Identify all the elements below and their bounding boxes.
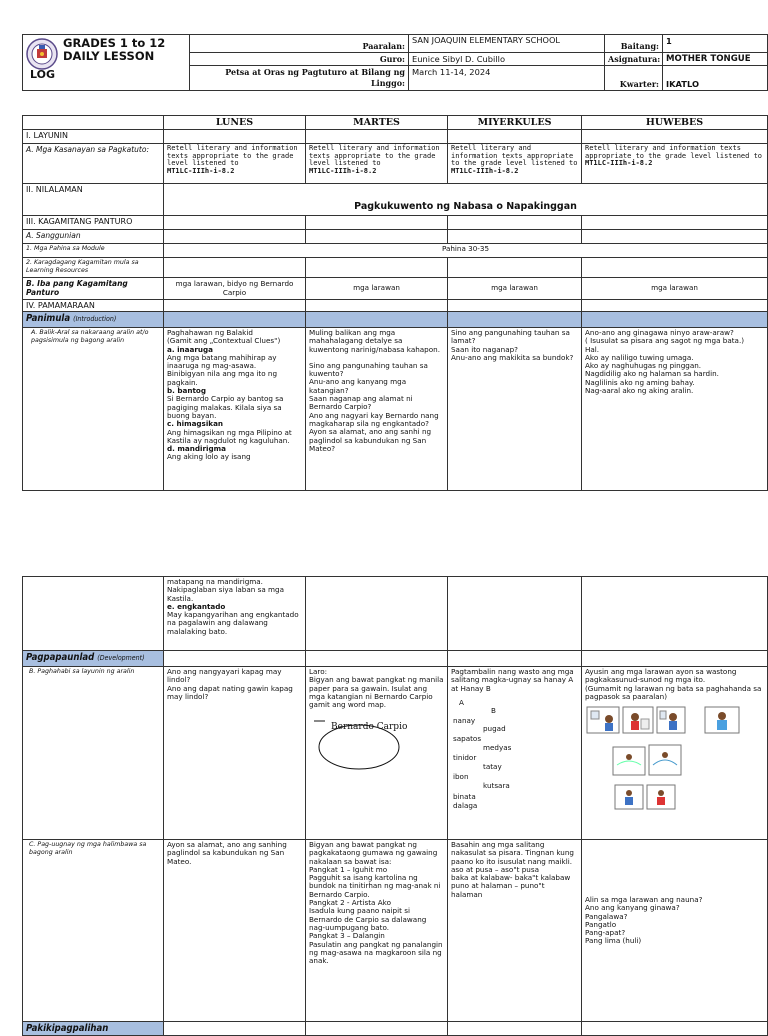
iba-label: B. Iba pang Kagamitang Panturo xyxy=(23,278,164,300)
empty-cell xyxy=(23,577,164,651)
paghahabi-lunes xyxy=(164,667,306,840)
empty-cell xyxy=(306,258,448,278)
lesson-table-page2 xyxy=(22,576,768,1036)
panimula-title: Panimula xyxy=(26,313,71,324)
hanay-columns xyxy=(451,693,578,813)
title-line-2: DAILY LESSON xyxy=(63,49,155,63)
hanay-a-item: tinidor xyxy=(453,752,477,762)
balik-lunes xyxy=(164,328,306,491)
empty-cell xyxy=(164,258,306,278)
baitang-value: 1 xyxy=(663,35,768,53)
text-line: Ayusin ang mga larawan ayon sa wastong pagkakasunud-sunod ng mga ito. xyxy=(585,667,737,685)
kagamitan-label: III. KAGAMITANG PANTURO xyxy=(23,216,164,230)
baitang-label: Baitang: xyxy=(605,35,663,53)
text-line: Pang lima (huli) xyxy=(585,936,642,946)
header-logo-cell xyxy=(23,35,190,91)
nilalaman-value xyxy=(164,184,768,216)
text-line: Pasulatin ang pangkat ng panalangin ng mag-asawa na magkaroon sila ng anak. xyxy=(309,939,443,966)
empty-cell xyxy=(306,300,448,312)
kasanayan-text: Retell literary and information texts appropriate to the grade level listened to xyxy=(451,144,578,167)
paghahabi-huwebes xyxy=(582,667,768,840)
text-line: Alin sa mga larawan ang nauna? xyxy=(585,895,703,904)
text-line: Ang himagsikan ng mga Pilipino at Kastila ay nagdulot ng kaguluhan. xyxy=(167,427,292,445)
text-line: Saan naganap ang alamat ni Bernardo Carpio? xyxy=(309,394,413,412)
empty-cell xyxy=(164,651,306,667)
iba-huwebes: mga larawan xyxy=(582,278,768,300)
text-line: Pangalawa? xyxy=(585,911,628,921)
kasanayan-text: Retell literary and information texts appropriate to the grade level listened to xyxy=(585,144,763,160)
hanay-a-item: ibon xyxy=(453,771,469,781)
text-line: May kapangyarihan ang engkantado na pagalawin ang dalawang malalaking bato. xyxy=(167,610,299,636)
text-line: aso at pusa – aso"t pusa xyxy=(451,864,539,874)
text-line: Ang mga batang mahihirap ay inaaruga ng mag-asawa. xyxy=(167,352,277,371)
text-line: Ano-ano ang ginagawa ninyo araw-araw? xyxy=(585,328,734,337)
vocab-word: b. bantog xyxy=(167,386,207,396)
paguugnay-lunes: Ayon sa alamat, ano ang sanhing paglindol sa kabundukan ng San Mateo. xyxy=(164,840,306,1022)
kasanayan-lunes xyxy=(164,144,306,184)
hanay-a-item: nanay xyxy=(453,715,476,725)
kwarter-value: IKATLO xyxy=(663,66,768,91)
kasanayan-huwebes xyxy=(582,144,768,184)
day-huwebes: HUWEBES xyxy=(582,116,768,130)
text-line: Ano ang dapat nating gawin kapag may lindol? xyxy=(167,683,293,701)
iba-martes: mga larawan xyxy=(306,278,448,300)
iba-miyerkules: mga larawan xyxy=(448,278,582,300)
text-line: Pagtambalin nang wasto ang mga salitang magka-ugnay sa hanay A at Hanay B xyxy=(451,667,574,693)
text-line: Pangkat 2 - Artista Ako xyxy=(309,898,391,908)
kasanayan-text: Retell literary and information texts appropriate to the grade level listened to xyxy=(167,144,298,167)
word-map-label: Bernardo Carpio xyxy=(331,722,408,733)
text-line: Paghahawan ng Balakid xyxy=(167,328,253,337)
text-line: Ano ang kanyang ginawa? xyxy=(585,903,680,913)
paguugnay-huwebes xyxy=(582,840,768,1022)
text-line: Laro: xyxy=(309,667,328,676)
day-lunes: LUNES xyxy=(164,116,306,130)
empty-cell xyxy=(582,230,768,244)
empty-cell xyxy=(164,230,306,244)
text-line: Basahin ang mga salitang nakasulat sa pisara. Tingnan kung paano ko ito isusulat nang maikli. xyxy=(451,840,574,866)
empty-cell xyxy=(582,651,768,667)
petsa-value: March 11-14, 2024 xyxy=(409,66,605,91)
balik-label: A. Balik-Aral sa nakaraang aralin at/o pagsisimula ng bagong aralin xyxy=(23,328,164,491)
text-line: Binibigyan nila ang mga ito ng pagkain. xyxy=(167,369,278,387)
word-map xyxy=(309,715,444,785)
blue-cell xyxy=(582,312,768,328)
text-line: Pagguhit sa isang kartolina ng bundok na tinitirhan ng mag-anak ni Bernardo Carpio. xyxy=(309,873,441,899)
balik-huwebes xyxy=(582,328,768,491)
day-miyerkules: MIYERKULES xyxy=(448,116,582,130)
empty-cell xyxy=(448,258,582,278)
panimula-en: (Introduction) xyxy=(73,315,117,323)
title-line-3: LOG xyxy=(30,68,55,81)
corner-cell xyxy=(23,116,164,130)
vocab-word: a. inaaruga xyxy=(167,344,214,354)
hanay-b-item: medyas xyxy=(483,742,512,752)
text-line: Pang-apat? xyxy=(585,928,626,938)
text-line: Muling balikan ang mga mahahalagang detalye sa kuwentong narinig/nabasa kahapon. xyxy=(309,328,440,354)
kasanayan-code: MT1LC-IIIh-i-8.2 xyxy=(451,166,519,175)
sanggunian-label: A. Sanggunian xyxy=(23,230,164,244)
text-line: Ayon sa alamat, ano ang sanhi ng paglindol sa kabundukan ng San Mateo? xyxy=(309,427,432,453)
text-line: (Gamit ang „Contextual Clues") xyxy=(167,336,281,346)
hanay-b-item: kutsara xyxy=(483,780,510,790)
kasanayan-martes xyxy=(306,144,448,184)
blue-cell xyxy=(164,312,306,328)
layunin-label: I. LAYUNIN xyxy=(23,130,164,144)
kasanayan-label: A. Mga Kasanayan sa Pagkatuto: xyxy=(23,144,164,184)
kasanayan-code: MT1LC-IIIh-i-8.2 xyxy=(585,159,653,167)
vocab-word: d. mandirigma xyxy=(167,444,226,454)
paguugnay-label: C. Pag-uugnay ng mga halimbawa sa bagong aralin xyxy=(23,840,164,1022)
balik-miyerkules xyxy=(448,328,582,491)
empty-cell xyxy=(306,651,448,667)
empty-cell xyxy=(582,130,768,144)
empty-cell xyxy=(448,130,582,144)
empty-cell xyxy=(448,300,582,312)
text-line: Saan ito naganap? xyxy=(451,344,518,354)
vocab-word: c. himagsikan xyxy=(167,419,224,429)
text-line: Isadula kung paano naipit si Bernardo de Carpio sa dalawang nag-uumpugang bato. xyxy=(309,906,427,932)
text-line: Sino ang pangunahing tauhan sa kuwento? xyxy=(309,360,428,379)
text-line: baka at kalabaw- baka"t kalabaw xyxy=(451,873,571,883)
empty-cell xyxy=(448,230,582,244)
pahina-value: Pahina 30-35 xyxy=(164,244,768,258)
page-1 xyxy=(22,34,768,91)
empty-cell xyxy=(582,300,768,312)
header-table xyxy=(22,34,768,91)
continued-lunes xyxy=(164,577,306,651)
text-line: Sino ang pangunahing tauhan sa lamat? xyxy=(451,328,570,346)
guro-value: Eunice Sibyl D. Cubillo xyxy=(409,53,605,66)
pakikipagpalihan-header: Pakikipagpalihan xyxy=(23,1022,164,1036)
text-line: Ano ang nangyayari kapag may lindol? xyxy=(167,667,282,685)
text-line: ( Isusulat sa pisara ang sagot ng mga bata.) xyxy=(585,336,745,346)
empty-cell xyxy=(306,577,448,651)
hanay-b-item: tatay xyxy=(483,761,502,771)
hanay-b-item: dalaga xyxy=(453,800,478,810)
empty-cell xyxy=(164,300,306,312)
empty-cell xyxy=(582,577,768,651)
paghahabi-miyerkules xyxy=(448,667,582,840)
text-line: Pangkat 1 – Iguhit mo xyxy=(309,864,388,874)
text-line: Si Bernardo Carpio ay bantog sa pagiging malakas. Kilala siya sa buong bayan. xyxy=(167,394,284,420)
empty-cell xyxy=(306,130,448,144)
text-line: matapang na mandirigma. xyxy=(167,577,263,586)
text-line: Nakipaglaban siya laban sa mga Kastila. xyxy=(167,585,284,603)
pahina-label: 1. Mga Pahina sa Module xyxy=(23,244,164,258)
blue-cell xyxy=(448,312,582,328)
paghahabi-label: B. Paghahabi sa layunin ng aralin xyxy=(23,667,164,840)
hanay-a-item: binata xyxy=(453,791,476,801)
text-line: (Gumamit ng larawan ng bata sa paghahanda sa pagpasok sa paaralan) xyxy=(585,683,762,701)
text-line: Bigyan ang bawat pangkat ng pagkakataong gumawa ng gawaing nakalaan sa bawat isa: xyxy=(309,840,438,866)
child-preparing-school-icon xyxy=(585,705,765,815)
paguugnay-miyerkules xyxy=(448,840,582,1022)
kasanayan-miyerkules xyxy=(448,144,582,184)
empty-cell xyxy=(582,216,768,230)
kasanayan-text: Retell literary and information texts appropriate to the grade level listened to xyxy=(309,144,440,167)
empty-cell xyxy=(306,216,448,230)
hanay-b-head: B xyxy=(491,705,496,715)
kasanayan-code: MT1LC-IIIh-i-8.2 xyxy=(309,166,377,175)
empty-cell xyxy=(306,230,448,244)
text-line: Bigyan ang bawat pangkat ng manila paper para sa gawain. Isulat ang mga katangian ni Bernardo Carpio gamit ang word map. xyxy=(309,675,444,710)
pagpapaunlad-title: Pagpapaunlad xyxy=(26,652,95,663)
empty-cell xyxy=(582,258,768,278)
day-martes: MARTES xyxy=(306,116,448,130)
balik-martes xyxy=(306,328,448,491)
blue-cell xyxy=(306,312,448,328)
pamamaraan-label: IV. PAMAMARAAN xyxy=(23,300,164,312)
nilalaman-text: Pagkukuwento ng Nabasa o Napakinggan xyxy=(354,201,577,212)
text-line: Hal. xyxy=(585,344,600,354)
text-line: Naglilinis ako ng aming bahay. xyxy=(585,377,695,387)
paaralan-label: Paaralan: xyxy=(190,35,409,53)
karagdagang-label: 2. Karagdagang Kagamitan mula sa Learning Resources xyxy=(23,258,164,278)
guro-label: Guro: xyxy=(190,53,409,66)
text-line: Ako ay naghuhugas ng pinggan. xyxy=(585,361,702,371)
pagpapaunlad-en: (Development) xyxy=(97,654,145,662)
kwarter-label: Kwarter: xyxy=(605,66,663,91)
nilalaman-label: II. NILALAMAN xyxy=(23,184,164,216)
empty-cell xyxy=(448,577,582,651)
asignatura-value: MOTHER TONGUE xyxy=(663,53,768,66)
text-line: Pangatlo xyxy=(585,919,617,929)
kasanayan-code: MT1LC-IIIh-i-8.2 xyxy=(167,166,235,175)
empty-cell xyxy=(448,216,582,230)
vocab-word: e. engkantado xyxy=(167,601,226,611)
paguugnay-martes xyxy=(306,840,448,1022)
title-line-1: GRADES 1 to 12 xyxy=(63,36,166,50)
hanay-a-item: sapatos xyxy=(453,733,482,743)
asignatura-label: Asignatura: xyxy=(605,53,663,66)
iba-lunes: mga larawan, bidyo ng Bernardo Carpio xyxy=(164,278,306,300)
pagpapaunlad-header xyxy=(23,651,164,667)
hanay-a-head: A xyxy=(459,697,464,707)
text-line: Nag-aaral ako ng aking aralin. xyxy=(585,386,694,396)
text-line: Ang aking lolo ay isang xyxy=(167,452,251,462)
text-line: Anu-ano ang kanyang mga katangian? xyxy=(309,377,407,395)
text-line: Anu-ano ang makikita sa bundok? xyxy=(451,352,574,362)
petsa-label: Petsa at Oras ng Pagtuturo at Bilang ng Linggo: xyxy=(190,66,409,91)
text-line: Ano ang nagyari kay Bernardo nang magkaharap sila ng engkantado? xyxy=(309,410,439,428)
empty-cell xyxy=(448,651,582,667)
text-line: Pangkat 3 – Dalangin xyxy=(309,931,385,941)
lesson-table-page1 xyxy=(22,115,768,491)
empty-cell xyxy=(164,130,306,144)
paghahabi-martes xyxy=(306,667,448,840)
text-line: Nagdidilig ako ng halaman sa hardin. xyxy=(585,369,719,379)
hanay-b-item: pugad xyxy=(483,723,506,733)
panimula-header xyxy=(23,312,164,328)
sequence-pictures xyxy=(585,701,764,811)
text-line: Ako ay naliligo tuwing umaga. xyxy=(585,352,694,362)
paaralan-value: SAN JOAQUIN ELEMENTARY SCHOOL xyxy=(409,35,605,53)
text-line: puno at halaman – puno"t halaman xyxy=(451,881,545,899)
empty-cell xyxy=(164,216,306,230)
